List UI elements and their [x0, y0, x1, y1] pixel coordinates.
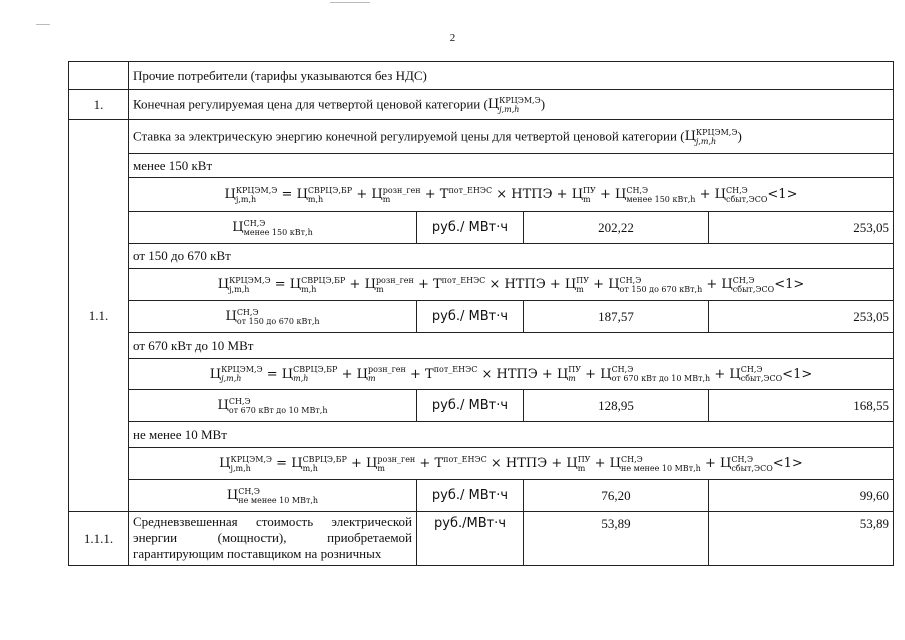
formula-text: Ц КРЦЭМ,Э j,m,h = Ц СВРЦЭ,БР m,h + Ц розн_ген m + Т пот_ЕНЭС × НТПЭ + Ц ПУ m + Ц СН,Э от 670 кВт до 10 МВт,h + Ц СН,Э сбыт,ЭСО <1> — [209, 365, 813, 383]
row-1-1-num: 1.1. — [69, 120, 129, 512]
value-1-cell: 53,89 — [524, 512, 709, 566]
title-num-cell — [69, 62, 129, 90]
formula — [129, 448, 894, 480]
section-label: менее 150 кВт — [129, 154, 894, 178]
value-1-cell: 128,95 — [524, 390, 709, 422]
scan-mark-top — [330, 2, 370, 3]
formula — [129, 178, 894, 212]
value-name-cell: Ц СН,Э менее 150 кВт,h — [129, 212, 417, 244]
value-1-cell: 187,57 — [524, 301, 709, 333]
row-1-num: 1. — [69, 90, 129, 120]
tariff-table — [68, 61, 894, 566]
formula — [129, 359, 894, 390]
section-label: не менее 10 МВт — [129, 422, 894, 448]
row-1-1-1-num: 1.1.1. — [69, 512, 129, 566]
value-2-cell: 168,55 — [709, 390, 894, 422]
value-name-cell: Ц СН,Э не менее 10 МВт,h — [129, 480, 417, 512]
unit-cell: руб./ МВт·ч — [417, 301, 524, 333]
value-2-cell: 253,05 — [709, 212, 894, 244]
value-2-cell: 53,89 — [709, 512, 894, 566]
formula-text: Ц КРЦЭМ,Э j,m,h = Ц СВРЦЭ,БР m,h + Ц розн_ген m + Т пот_ЕНЭС × НТПЭ + Ц ПУ m + Ц СН,Э от 150 до 670 кВт,h + Ц СН,Э сбыт,ЭСО <1> — [217, 275, 805, 294]
section-label: от 670 кВт до 10 МВт — [129, 333, 894, 359]
value-name-cell: Ц СН,Э от 670 кВт до 10 МВт,h — [129, 390, 417, 422]
value-1-cell: 202,22 — [524, 212, 709, 244]
row-1-1-1-text: Средневзвешенная стоимость электрической энергии (мощности), приобретаемой гарантирующим поставщиком на розничных — [129, 512, 417, 566]
value-name-cell: Ц СН,Э от 150 до 670 кВт,h — [129, 301, 417, 333]
unit-cell: руб./ МВт·ч — [417, 480, 524, 512]
formula-text: Ц КРЦЭМ,Э j,m,h = Ц СВРЦЭ,БР m,h + Ц розн_ген m + Т пот_ЕНЭС × НТПЭ + Ц ПУ m + Ц СН,Э не менее 10 МВт,h + Ц СН,Э сбыт,ЭСО <1> — [219, 454, 803, 473]
value-2-cell: 253,05 — [709, 301, 894, 333]
unit-cell: руб./ МВт·ч — [417, 390, 524, 422]
unit-cell: руб./МВт·ч — [417, 512, 524, 566]
page-number: 2 — [449, 32, 456, 44]
value-2-cell: 99,60 — [709, 480, 894, 512]
row-1-1-text: Ставка за электрическую энергию конечной регулируемой цены для четвертой ценовой категории (Ц КРЦЭМ,Э j,m,h ) — [129, 120, 894, 154]
unit-cell: руб./ МВт·ч — [417, 212, 524, 244]
section-label: от 150 до 670 кВт — [129, 244, 894, 269]
formula-text: Ц КРЦЭМ,Э j,m,h = Ц СВРЦЭ,БР m,h + Ц розн_ген m + Т пот_ЕНЭС × НТПЭ + Ц ПУ m + Ц СН,Э менее 150 кВт,h + Ц СН,Э сбыт,ЭСО <1> — [224, 185, 798, 204]
title-row: Прочие потребители (тарифы указываются без НДС) — [129, 62, 894, 90]
value-1-cell: 76,20 — [524, 480, 709, 512]
row-1-text: Конечная регулируемая цена для четвертой ценовой категории (Ц КРЦЭМ,Э j,m,h ) — [129, 90, 894, 120]
formula — [129, 269, 894, 301]
scan-mark-left — [36, 24, 50, 25]
